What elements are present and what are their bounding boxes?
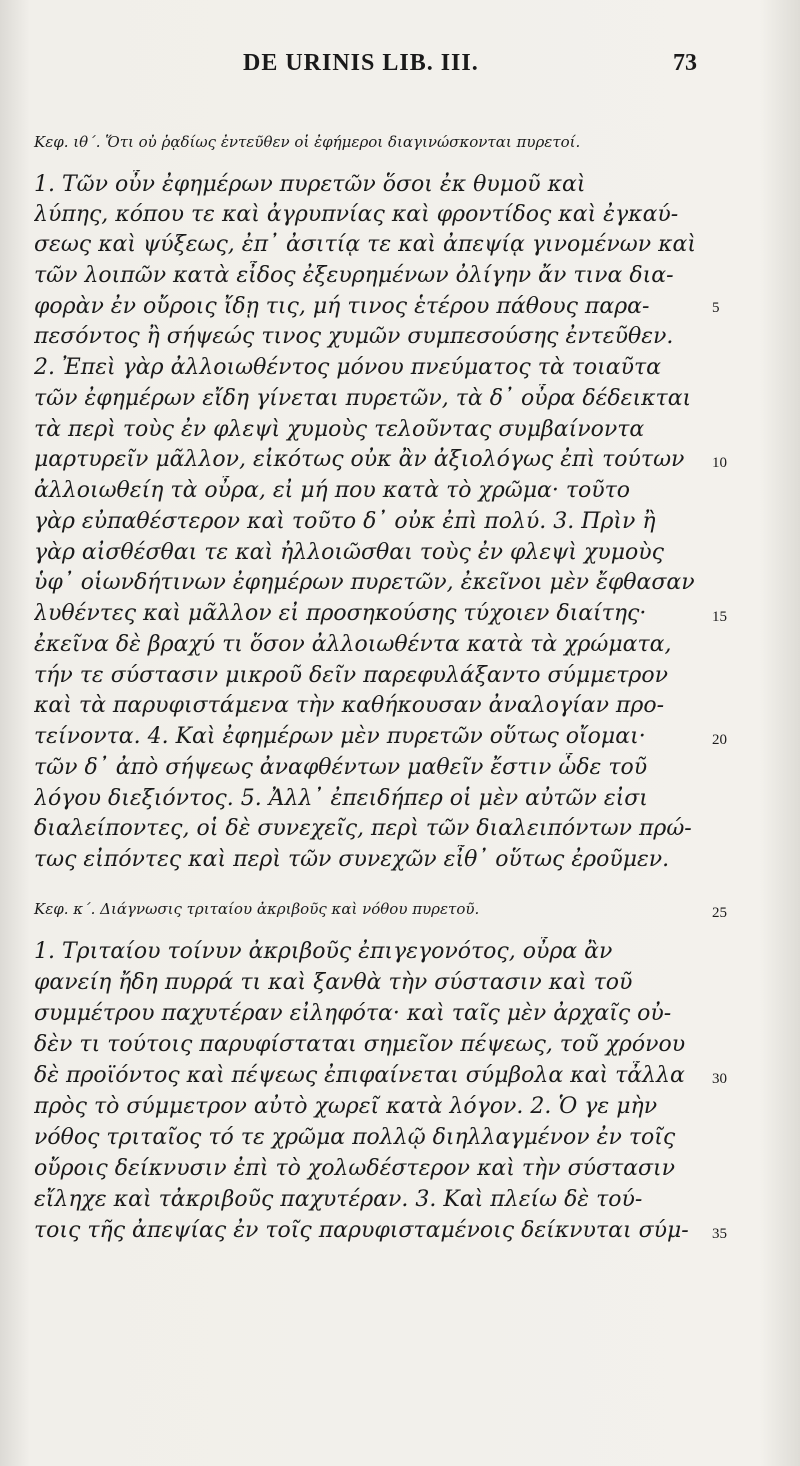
chapter-heading: Κεφ. ιθ΄. Ὅτι οὐ ῥᾳδίως ἐντεῦθεν οἱ ἐφήμεροι διαγινώσκονται πυρετοί. [34, 133, 581, 151]
text-line: τῶν ἐφημέρων εἴδη γίνεται πυρετῶν, τὰ δ᾽ οὖρα δέδεικται [34, 386, 692, 411]
text-line: λυθέντες καὶ μᾶλλον εἰ προσηκούσης τύχοιεν διαίτης· [34, 601, 647, 626]
text-line: τοις τῆς ἀπεψίας ἐν τοῖς παρυφισταμένοις δείκνυται σύμ- [34, 1218, 689, 1243]
text-line: οὔροις δείκνυσιν ἐπὶ τὸ χολωδέστερον καὶ τὴν σύστασιν [34, 1156, 676, 1181]
text-line: δὲ προϊόντος καὶ πέψεως ἐπιφαίνεται σύμβολα καὶ τἆλλα [34, 1063, 685, 1088]
line-number: 25 [712, 905, 727, 921]
chapter-heading: Κεφ. κ΄. Διάγνωσις τριταίου ἀκριβοῦς καὶ νόθου πυρετοῦ. [34, 900, 480, 918]
line-number: 5 [712, 300, 720, 316]
text-line: συμμέτρου παχυτέραν εἰληφότα· καὶ ταῖς μὲν ἀρχαῖς οὐ- [34, 1001, 672, 1026]
text-line: πρὸς τὸ σύμμετρον αὐτὸ χωρεῖ κατὰ λόγον. 2. Ὁ γε μὴν [34, 1094, 658, 1119]
line-number: 15 [712, 609, 727, 625]
text-line: σεως καὶ ψύξεως, ἐπ᾽ ἀσιτίᾳ τε καὶ ἀπεψίᾳ γινομένων καὶ [34, 232, 696, 257]
text-line: νόθος τριταῖος τό τε χρῶμα πολλῷ διηλλαγμένον ἐν τοῖς [34, 1125, 676, 1150]
text-line: δὲν τι τούτοις παρυφίσταται σημεῖον πέψεως, τοῦ χρόνου [34, 1032, 686, 1057]
text-line: καὶ τὰ παρυφιστάμενα τὴν καθήκουσαν ἀναλογίαν προ- [34, 693, 665, 718]
text-line: 1. Τριταίου τοίνυν ἀκριβοῦς ἐπιγεγονότος, οὖρα ἂν [34, 939, 613, 964]
text-line: ἀλλοιωθείη τὰ οὖρα, εἰ μή που κατὰ τὸ χρῶμα· τοῦτο [34, 478, 631, 503]
text-line: τῶν λοιπῶν κατὰ εἶδος ἐξευρημένων ὀλίγην ἄν τινα δια- [34, 263, 674, 288]
text-line: φανείη ἤδη πυρρά τι καὶ ξανθὰ τὴν σύστασιν καὶ τοῦ [34, 970, 633, 995]
running-head: DE URINIS LIB. III. [243, 50, 479, 76]
text-line: τῶν δ᾽ ἀπὸ σήψεως ἀναφθέντων μαθεῖν ἔστιν ὧδε τοῦ [34, 755, 648, 780]
text-line: φορὰν ἐν οὔροις ἴδῃ τις, μή τινος ἑτέρου πάθους παρα- [34, 294, 650, 319]
text-line: 1. Τῶν οὖν ἐφημέρων πυρετῶν ὅσοι ἐκ θυμοῦ καὶ [34, 172, 586, 197]
text-line: τείνοντα. 4. Καὶ ἐφημέρων μὲν πυρετῶν οὕτως οἴομαι· [34, 724, 646, 749]
text-line: διαλείποντες, οἱ δὲ συνεχεῖς, περὶ τῶν διαλειπόντων πρώ- [34, 816, 692, 841]
text-line: 2. Ἐπεὶ γὰρ ἀλλοιωθέντος μόνου πνεύματος τὰ τοιαῦτα [34, 355, 662, 380]
line-number: 20 [712, 732, 727, 748]
page-number: 73 [673, 50, 697, 76]
page-header [0, 50, 800, 80]
text-line: μαρτυρεῖν μᾶλλον, εἰκότως οὐκ ἂν ἀξιολόγως ἐπὶ τούτων [34, 447, 685, 472]
text-line: εἴληχε καὶ τἀκριβοῦς παχυτέραν. 3. Καὶ πλείω δὲ τού- [34, 1187, 643, 1212]
line-number: 35 [712, 1226, 727, 1242]
text-line: τὰ περὶ τοὺς ἐν φλεψὶ χυμοὺς τελοῦντας συμβαίνοντα [34, 417, 645, 442]
line-number: 10 [712, 455, 727, 471]
text-line: λύπης, κόπου τε καὶ ἀγρυπνίας καὶ φροντίδος καὶ ἐγκαύ- [34, 202, 679, 227]
text-line: γὰρ εὐπαθέστερον καὶ τοῦτο δ᾽ οὐκ ἐπὶ πολύ. 3. Πρὶν ἢ [34, 509, 656, 534]
text-line: λόγου διεξιόντος. 5. Ἀλλ᾽ ἐπειδήπερ οἱ μὲν αὐτῶν εἰσι [34, 786, 648, 811]
text-line: πεσόντος ἢ σήψεώς τινος χυμῶν συμπεσούσης ἐντεῦθεν. [34, 324, 674, 349]
text-line: τήν τε σύστασιν μικροῦ δεῖν παρεφυλάξαντο σύμμετρον [34, 663, 668, 688]
text-line: ὑφ᾽ οἱωνδήτινων ἐφημέρων πυρετῶν, ἐκεῖνοι μὲν ἔφθασαν [34, 570, 695, 595]
line-number: 30 [712, 1071, 727, 1087]
text-line: ἐκεῖνα δὲ βραχύ τι ὅσον ἀλλοιωθέντα κατὰ τὰ χρώματα, [34, 632, 672, 657]
text-line: γὰρ αἰσθέσθαι τε καὶ ἠλλοιῶσθαι τοὺς ἐν φλεψὶ χυμοὺς [34, 540, 664, 565]
text-line: τως εἰπόντες καὶ περὶ τῶν συνεχῶν εἶθ᾽ οὕτως ἐροῦμεν. [34, 847, 670, 872]
